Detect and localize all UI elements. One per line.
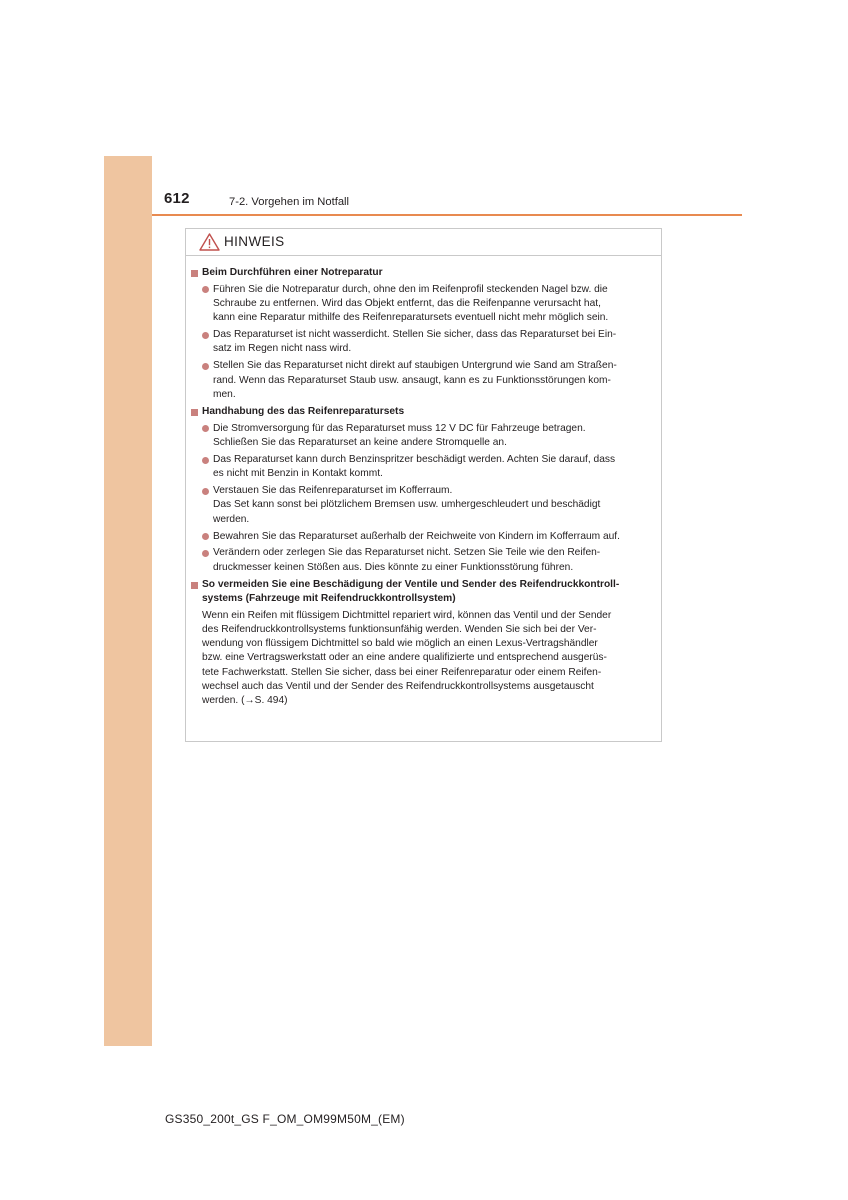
text-line: Führen Sie die Notreparatur durch, ohne den im Reifenprofil steckenden Nagel bzw. die (213, 283, 608, 295)
round-bullet-icon (202, 533, 209, 540)
text-line: werden. (213, 513, 250, 525)
text-line: werden. (→S. 494) (202, 695, 288, 707)
text-line: rand. Wenn das Reparaturset Staub usw. ansaugt, kann es zu Funktionsstörungen kom- (213, 374, 611, 386)
text-line: kann eine Reparatur mithilfe des Reifenreparatursets eventuell nicht mehr möglich sein. (213, 312, 609, 324)
text-line: satz im Regen nicht nass wird. (213, 343, 352, 355)
chapter-side-band (104, 156, 152, 1046)
text-line: So vermeiden Sie eine Beschädigung der Ventile und Sender des Reifendruckkontroll- (202, 578, 620, 590)
text-line: druckmesser keinen Stößen aus. Dies könnte zu einer Funktionsstörung führen. (213, 561, 574, 573)
round-bullet-icon (202, 286, 209, 293)
bullet-item (191, 453, 658, 482)
text-line: Das Reparaturset ist nicht wasserdicht. Stellen Sie sicher, dass das Reparaturset bei Ein- (213, 329, 617, 341)
notice-topic (191, 578, 658, 709)
text-line: des Reifendruckkontrollsystems funktionsunfähig werden. Wenden Sie sich bei der Ver- (202, 623, 597, 635)
bullet-item (191, 359, 658, 402)
bullet-item (191, 328, 658, 357)
notice-topic (191, 405, 658, 575)
text-line: Handhabung des das Reifenreparatursets (202, 406, 405, 418)
text-line: men. (213, 388, 236, 400)
topic-heading (191, 405, 658, 419)
warning-triangle-icon (199, 233, 220, 251)
topic-heading (191, 266, 658, 280)
round-bullet-icon (202, 488, 209, 495)
notice-header (186, 229, 661, 256)
bullet-item (191, 283, 658, 326)
notice-body (191, 266, 658, 709)
text-line: Verändern oder zerlegen Sie das Reparaturset nicht. Setzen Sie Teile wie den Reifen- (213, 547, 601, 559)
bullet-item (191, 422, 658, 451)
square-bullet-icon (191, 409, 198, 416)
topic-paragraph (191, 609, 658, 709)
round-bullet-icon (202, 550, 209, 557)
bullet-item (191, 546, 658, 575)
text-line: Stellen Sie das Reparaturset nicht direkt auf staubigen Untergrund wie Sand am Straßen- (213, 360, 617, 372)
notice-title: HINWEIS (224, 234, 285, 249)
text-line: Wenn ein Reifen mit flüssigem Dichtmittel repariert wird, können das Ventil und der Sender (202, 609, 612, 621)
text-line: es nicht mit Benzin in Kontakt kommt. (213, 468, 383, 480)
text-line: systems (Fahrzeuge mit Reifendruckkontrollsystem) (202, 593, 456, 605)
round-bullet-icon (202, 363, 209, 370)
topic-heading (191, 578, 658, 607)
text-line: wendung von flüssigem Dichtmittel so bald wie möglich an einen Lexus-Vertragshändler (202, 638, 598, 650)
text-line: bzw. eine Vertragswerkstatt oder an eine andere qualifizierte und entsprechend ausgerüs- (202, 652, 607, 664)
notice-topic (191, 266, 658, 402)
bullet-item (191, 484, 658, 527)
section-title: 7-2. Vorgehen im Notfall (229, 196, 350, 208)
text-line: Die Stromversorgung für das Reparaturset muss 12 V DC für Fahrzeuge betragen. (213, 422, 586, 434)
document-code-footer: GS350_200t_GS F_OM_OM99M50M_(EM) (165, 1112, 405, 1126)
square-bullet-icon (191, 270, 198, 277)
notice-box (185, 228, 662, 742)
page-number: 612 (164, 190, 190, 207)
text-line: tete Fachwerkstatt. Stellen Sie sicher, dass bei einer Reifenreparatur oder einem Reifen- (202, 666, 602, 678)
header-rule (152, 214, 742, 216)
round-bullet-icon (202, 332, 209, 339)
round-bullet-icon (202, 425, 209, 432)
text-line: Schließen Sie das Reparaturset an keine andere Stromquelle an. (213, 437, 507, 449)
text-line: Schraube zu entfernen. Wird das Objekt entfernt, das die Reifenpanne verursacht hat, (213, 298, 601, 310)
text-line: Beim Durchführen einer Notreparatur (202, 267, 383, 278)
round-bullet-icon (202, 457, 209, 464)
text-line: Das Set kann sonst bei plötzlichem Bremsen usw. umhergeschleudert und beschädigt (213, 499, 601, 511)
square-bullet-icon (191, 582, 198, 589)
text-line: wechsel auch das Ventil und der Sender des Reifendruckkontrollsystems ausgetauscht (202, 681, 594, 693)
bullet-item (191, 530, 658, 544)
text-line: Das Reparaturset kann durch Benzinspritzer beschädigt werden. Achten Sie darauf, dass (213, 454, 616, 466)
text-line: Bewahren Sie das Reparaturset außerhalb der Reichweite von Kindern im Kofferraum auf. (213, 530, 620, 542)
text-line: Verstauen Sie das Reifenreparaturset im Kofferraum. (213, 485, 453, 497)
